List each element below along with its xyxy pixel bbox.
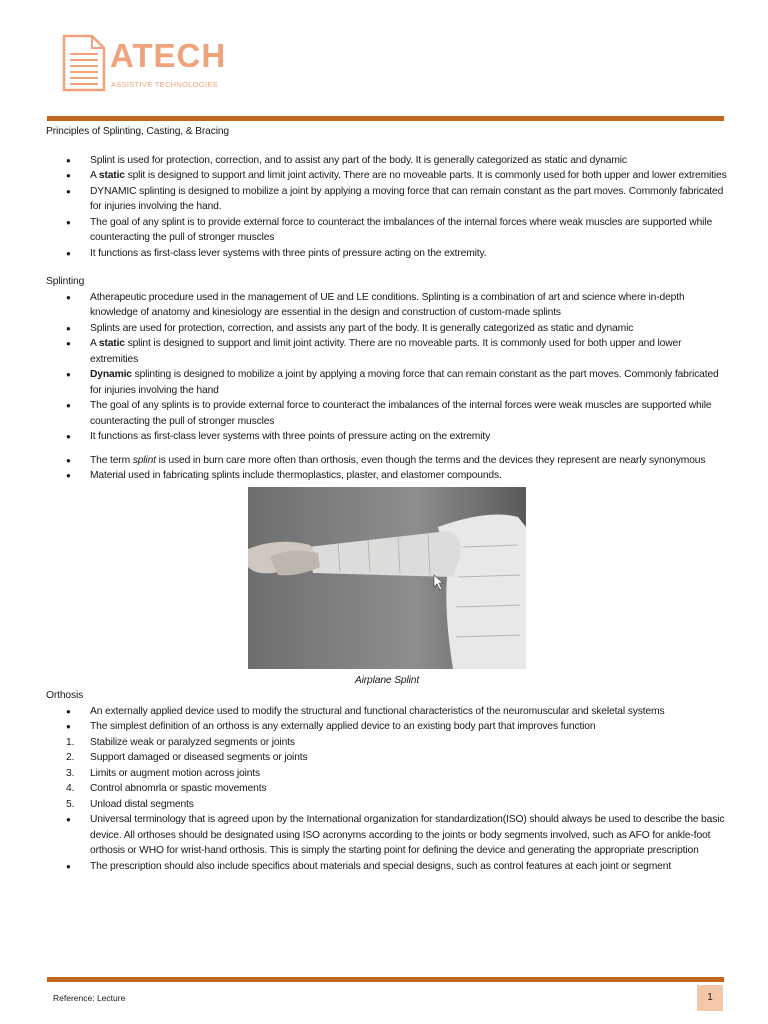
footer-reference: Reference: Lecture: [53, 993, 126, 1003]
orthosis-list-b: [46, 812, 730, 874]
orthosis-list-a: [46, 704, 730, 735]
list-item: ● A static splint is designed to support and limit joint activity. There are no moveable parts. It is commonly used for both upper and lower extremities: [46, 336, 730, 367]
numbered-item: 2. Support damaged or diseased segments or joints: [66, 752, 308, 763]
numbered-item: 3. Limits or augment motion across joints: [66, 767, 260, 779]
list-item: ● The goal of any splints is to provide external force to counteract the imbalances of the internal forces were weak muscles are supported while counteracting the pull of stronger muscles: [46, 398, 730, 429]
principles-list: [46, 153, 730, 262]
figure-airplane-splint: [248, 487, 526, 689]
atech-logo: [62, 34, 232, 96]
list-item: ● Splints are used for protection, correction, and assists any part of the body. It is generally categorized as static and dynamic: [46, 321, 730, 337]
list-item: ● DYNAMIC splinting is designed to mobilize a joint by applying a moving force that can remain constant as the part moves. Commonly fabricated for injuries involving the hand.: [46, 184, 730, 215]
brand-tagline: ASSISTIVE TECHNOLOGIES: [111, 80, 218, 89]
list-item: ● It functions as first-class lever systems with three pints of pressure acting on the extremity.: [46, 246, 730, 262]
list-item: ● An externally applied device used to modify the structural and functional characteristics of the neuromuscular and skeletal systems: [46, 704, 730, 720]
splinting-extra-list: [46, 453, 730, 484]
figure-caption: Airplane Splint: [354, 674, 420, 686]
section-heading-splinting: Splinting: [46, 276, 85, 287]
header-rule: [47, 116, 724, 121]
document-icon: [62, 34, 106, 92]
list-item: ● A static split is designed to support and limit joint activity. There are no moveable parts. It is commonly used for both upper and lower extremities: [46, 168, 730, 184]
list-item: ● The simplest definition of an orthoss is any externally applied device to an existing body part that improves function: [46, 719, 730, 735]
splinting-list: [46, 290, 730, 445]
numbered-item: 4. Control abnomrla or spastic movements: [66, 783, 267, 794]
airplane-splint-photo: [248, 487, 526, 669]
numbered-item: 5. Unload distal segments: [66, 798, 194, 810]
list-item: ● The goal of any splint is to provide external force to counteract the imbalances of the internal forces where weak muscles are supported while counteracting the pull of stronger muscles: [46, 215, 730, 246]
brand-name: ATECH: [110, 37, 227, 74]
section-heading-principles: Principles of Splinting, Casting, & Bracing: [46, 126, 229, 137]
page-content: [46, 124, 730, 874]
list-item: ● Universal terminology that is agreed upon by the International organization for standardization(ISO) should always be used to describe the basic device. All orthoses should be designated using ISO acronyms according to the joints or body segments involved, such as AFO for ankle-foot orthosis or WHO for wrist-hand orthosis. This is simply the starting point for defining the device and generating the appropriate prescription: [46, 812, 730, 859]
section-heading-orthosis: Orthosis: [46, 690, 84, 701]
list-item: ● Splint is used for protection, correction, and to assist any part of the body. It is generally categorized as static and dynamic: [46, 153, 730, 169]
numbered-item: 1. Stabilize weak or paralyzed segments or joints: [66, 736, 295, 748]
list-item: ● Dynamic splinting is designed to mobilize a joint by applying a moving force that can remain constant as the part moves. Commonly fabricated for injuries involving the hand: [46, 367, 730, 398]
list-item: ● Material used in fabricating splints include thermoplastics, plaster, and elastomer compounds.: [46, 468, 730, 484]
list-item: ● The prescription should also include specifics about materials and special designs, such as control features at each joint or segment: [46, 859, 730, 875]
footer-rule: [47, 977, 724, 982]
orthosis-numbered-list: [46, 735, 730, 813]
list-item: ● It functions as first-class lever systems with three points of pressure acting on the extremity: [46, 429, 730, 445]
list-item: ● The term splint is used in burn care more often than orthosis, even though the terms and the devices they represent are nearly synonymous: [46, 453, 730, 469]
list-item: ● Atherapeutic procedure used in the management of UE and LE conditions. Splinting is a combination of art and science where in-depth knowledge of anatomy and kinesiology are essential in the design and construction of custom-made splints: [46, 290, 730, 321]
page-number: 1: [697, 985, 723, 1011]
